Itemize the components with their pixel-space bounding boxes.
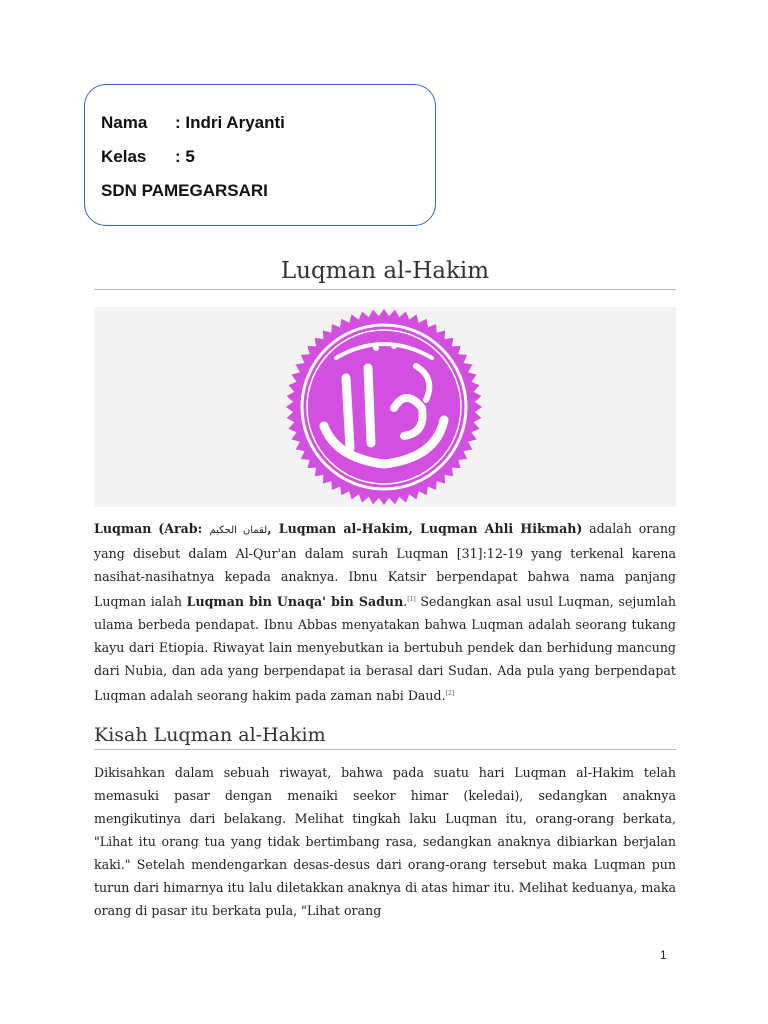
- section-heading: Kisah Luqman al-Hakim: [94, 724, 326, 746]
- section-divider: [94, 749, 676, 750]
- full-name: Luqman bin Unaqa' bin Sadun: [186, 594, 404, 610]
- intro-text-2: .: [403, 594, 408, 610]
- intro-paragraph: [94, 517, 676, 707]
- name-value: : Indri Aryanti: [175, 113, 285, 132]
- school-name: SDN PAMEGARSARI: [101, 181, 268, 200]
- story-paragraph: Dikisahkan dalam sebuah riwayat, bahwa pada suatu hari Luqman al-Hakim telah memasuki pasar dengan menaiki seekor himar (keledai), sedangkan anaknya mengikutinya dari belakang. Melihat tingkah laku Luqman itu, orang-orang berkata, "Lihat itu orang tua yang tidak bertimbang rasa, sedangkan anaknya dibiarkan berjalan kaki." Setelah mendengarkan desas-desus dari orang-orang tersebut maka Luqman pun turun dari himarnya itu lalu diletakkan anaknya di atas himar itu. Melihat keduanya, maka orang di pasar itu berkata pula, "Lihat orang: [94, 765, 676, 918]
- name-row: [101, 113, 285, 133]
- intro-text-3: Sedangkan asal usul Luqman, sejumlah ulama berbeda pendapat. Ibnu Abbas menyatakan bahwa Luqman adalah seorang tukang kayu dari Etiopia. Riwayat lain menyebutkan ia bertubuh pendek dan berhidung mancung dari Nubia, dan ada yang berpendapat ia berasal dari Sudan. Ada pula yang berpendapat Luqman adalah seorang hakim pada zaman nabi Daud.: [94, 594, 676, 704]
- reference-2[interactable]: [2]: [445, 690, 455, 698]
- luqman-seal-icon: [276, 308, 492, 506]
- name-label: Nama: [101, 113, 148, 132]
- reference-1[interactable]: [1]: [407, 596, 416, 603]
- class-label: Kelas: [101, 147, 147, 166]
- title-divider: [94, 289, 676, 290]
- arab-label: (Arab:: [158, 521, 210, 536]
- luqman-name: Luqman: [94, 521, 152, 536]
- student-info-box: [84, 84, 436, 226]
- calligraphy-image: [94, 307, 676, 507]
- class-value: : 5: [175, 147, 195, 166]
- page-title: Luqman al-Hakim: [280, 258, 490, 284]
- arabic-name: لقمان الحكيم: [209, 525, 268, 536]
- alternate-names: , Luqman al-Hakim, Luqman Ahli Hikmah): [267, 521, 583, 536]
- page-number: 1: [660, 948, 667, 962]
- intro-text-1: adalah orang yang disebut dalam Al-Qur'an dalam surah Luqman [31]:12-19 yang terkenal karena nasihat-nasihatnya kepada anaknya. Ibnu Katsir berpendapat bahwa nama panjang Luqman ialah: [94, 521, 676, 610]
- class-row: [101, 147, 195, 167]
